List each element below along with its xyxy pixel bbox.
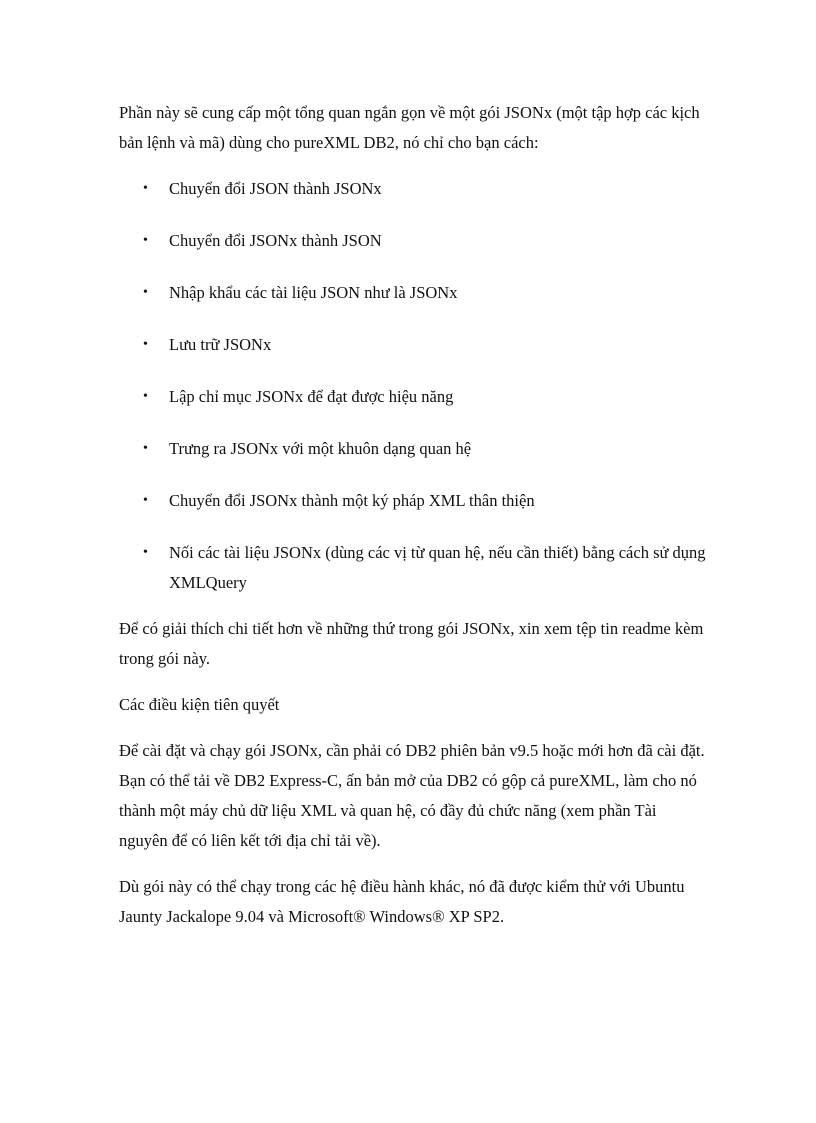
bullet-icon: •: [143, 233, 148, 248]
list-item: [119, 382, 709, 412]
bullet-icon: •: [143, 285, 148, 300]
list-item: [119, 278, 709, 308]
list-item: [119, 486, 709, 516]
list-item-text: Nhập khẩu các tài liệu JSON như là JSONx: [169, 283, 458, 302]
bullet-icon: •: [143, 493, 148, 508]
readme-paragraph: Để có giải thích chi tiết hơn về những thứ trong gói JSONx, xin xem tệp tin readme kèm trong gói này.: [119, 619, 704, 668]
list-item-text: Trưng ra JSONx với một khuôn dạng quan hệ: [169, 439, 472, 458]
list-item: [119, 434, 709, 464]
intro-paragraph: Phần này sẽ cung cấp một tổng quan ngắn gọn về một gói JSONx (một tập hợp các kịch bản lệnh và mã) dùng cho pureXML DB2, nó chỉ cho bạn cách:: [119, 103, 700, 152]
os-paragraph: Dù gói này có thể chạy trong các hệ điều hành khác, nó đã được kiểm thử với Ubuntu Jaunty Jackalope 9.04 và Microsoft® Windows® XP SP2.: [119, 877, 685, 926]
list-item: [119, 174, 709, 204]
prerequisites-heading: Các điều kiện tiên quyết: [119, 695, 280, 714]
bullet-icon: •: [143, 337, 148, 352]
document-page: [119, 98, 709, 948]
feature-list: [119, 174, 709, 598]
bullet-icon: •: [143, 441, 148, 456]
list-item: [119, 330, 709, 360]
list-item-text: Chuyển đổi JSON thành JSONx: [169, 179, 382, 198]
list-item-text: Lập chỉ mục JSONx để đạt được hiệu năng: [169, 387, 454, 406]
bullet-icon: •: [143, 389, 148, 404]
list-item: [119, 538, 709, 598]
list-item-text: Lưu trữ JSONx: [169, 335, 272, 354]
bullet-icon: •: [143, 181, 148, 196]
list-item-text: Chuyển đổi JSONx thành một ký pháp XML thân thiện: [169, 491, 535, 510]
list-item-text: Chuyển đổi JSONx thành JSON: [169, 231, 382, 250]
list-item-text: Nối các tài liệu JSONx (dùng các vị từ quan hệ, nếu cần thiết) bằng cách sử dụng XMLQuery: [169, 543, 706, 592]
bullet-icon: •: [143, 545, 148, 560]
install-paragraph: Để cài đặt và chạy gói JSONx, cần phải có DB2 phiên bản v9.5 hoặc mới hơn đã cài đặt. Bạn có thể tải về DB2 Express-C, ấn bản mở của DB2 có gộp cả pureXML, làm cho nó thành một máy chủ dữ liệu XML và quan hệ, có đầy đủ chức năng (xem phần Tài nguyên để có liên kết tới địa chỉ tải về).: [119, 741, 705, 850]
list-item: [119, 226, 709, 256]
